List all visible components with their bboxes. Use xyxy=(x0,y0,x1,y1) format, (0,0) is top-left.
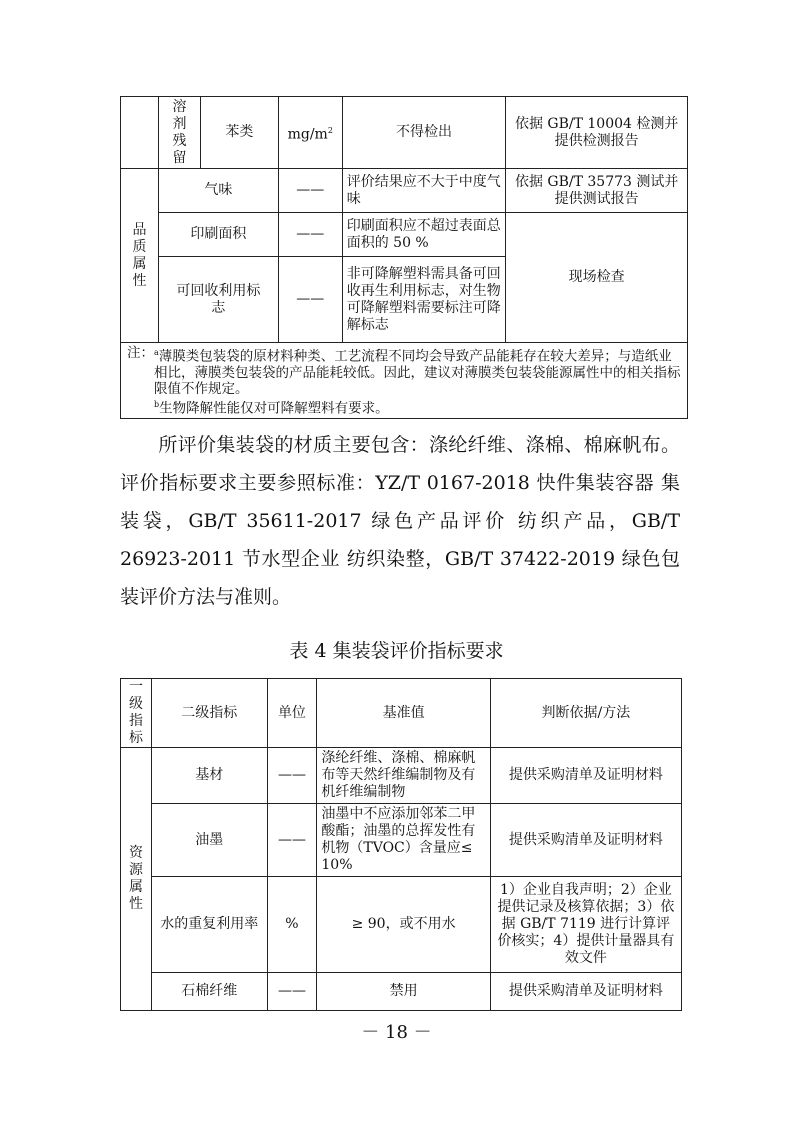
value-cell: 印刷面积应不超过表面总面积的 50 % xyxy=(342,213,506,257)
method-cell: 依据 GB/T 35773 测试并提供测试报告 xyxy=(506,169,688,213)
table-row xyxy=(121,804,682,877)
item-cell: 水的重复利用率 xyxy=(152,877,268,973)
unit-cell: —— xyxy=(278,257,342,343)
method-cell: 依据 GB/T 10004 检测并提供检测报告 xyxy=(506,97,688,169)
table-row xyxy=(121,748,682,804)
group-cell: 品质属性 xyxy=(121,169,159,343)
value-cell: 非可降解塑料需具备可回收再生利用标志，对生物可降解塑料需要标注可降解标志 xyxy=(342,257,506,343)
method-cell: 现场检查 xyxy=(506,213,688,343)
table-header-row xyxy=(121,679,682,748)
unit-cell: —— xyxy=(267,804,317,877)
unit-cell: —— xyxy=(267,973,317,1011)
group-cell: 资源属性 xyxy=(121,748,152,1011)
unit-cell: —— xyxy=(267,748,317,804)
value-cell: 不得检出 xyxy=(342,97,506,169)
group-cell xyxy=(121,97,159,169)
value-cell: 涤纶纤维、涤棉、棉麻帆布等天然纤维编制物及有机纤维编制物 xyxy=(317,748,490,804)
header-cell: 基准值 xyxy=(317,679,490,748)
header-cell: 二级指标 xyxy=(152,679,268,748)
unit-cell: —— xyxy=(278,213,342,257)
table-row xyxy=(121,169,688,213)
body-paragraph: 所评价集装袋的材质主要包含：涤纶纤维、涤棉、棉麻帆布。评价指标要求主要参照标准：YZ/T 0167-2018 快件集装容器 集装袋，GB/T 35611-2017 绿色产品评价 纺织产品，GB/T 26923-2011 节水型企业 纺织染整，GB/T 37422-2019 绿色包装评价方法与准则。 xyxy=(120,434,680,608)
table-note-row xyxy=(121,343,688,419)
note-b: 生物降解性能仅对可降解塑料有要求。 xyxy=(159,400,389,416)
unit-cell: $mg/m^2$ xyxy=(278,97,342,169)
table-note xyxy=(121,343,688,419)
value-cell: 评价结果应不大于中度气味 xyxy=(342,169,506,213)
table-caption: 表 4 集装袋评价指标要求 xyxy=(289,640,504,662)
value-cell: ≥ 90，或不用水 xyxy=(317,877,490,973)
header-cell: 判断依据/方法 xyxy=(490,679,681,748)
header-cell: 单位 xyxy=(267,679,317,748)
table-continued xyxy=(120,96,688,419)
item-cell: 油墨 xyxy=(152,804,268,877)
method-cell: 提供采购清单及证明材料 xyxy=(490,804,681,877)
table-row xyxy=(121,97,688,169)
table-row xyxy=(121,877,682,973)
method-cell: 提供采购清单及证明材料 xyxy=(490,748,681,804)
item-cell: 石棉纤维 xyxy=(152,973,268,1011)
note-a: 薄膜类包装袋的原材料种类、工艺流程不同均会导致产品能耗存在较大差异；与造纸业相比，薄膜类包装袋的产品能耗较低。因此，建议对薄膜类包装袋能源属性中的相关指标限值不作规定。 xyxy=(154,348,681,397)
unit-cell: % xyxy=(267,877,317,973)
table-row xyxy=(121,973,682,1011)
unit-cell: —— xyxy=(278,169,342,213)
note-a-mark: a xyxy=(154,348,159,357)
table-row xyxy=(121,213,688,257)
value-cell: 禁用 xyxy=(317,973,490,1011)
method-cell: 提供采购清单及证明材料 xyxy=(490,973,681,1011)
method-cell: 1）企业自我声明；2）企业提供记录及核算依据；3）依据 GB/T 7119 进行计算评价核实；4）提供计量器具有效文件 xyxy=(490,877,681,973)
header-cell: 一级指标 xyxy=(121,679,152,748)
note-b-mark: b xyxy=(154,399,160,409)
note-label: 注： xyxy=(127,345,154,361)
value-cell: 油墨中不应添加邻苯二甲酸酯；油墨的总挥发性有机物（TVOC）含量应≤ 10% xyxy=(317,804,490,877)
subgroup-cell: 溶剂残留 xyxy=(158,97,200,169)
item-cell: 气味 xyxy=(158,169,278,213)
page-number: － 18 － xyxy=(361,1022,432,1043)
bag-evaluation-table xyxy=(120,678,682,1011)
item-cell: 基材 xyxy=(152,748,268,804)
item-cell: 苯类 xyxy=(200,97,278,169)
item-cell: 可回收利用标志 xyxy=(158,257,278,343)
item-cell: 印刷面积 xyxy=(158,213,278,257)
